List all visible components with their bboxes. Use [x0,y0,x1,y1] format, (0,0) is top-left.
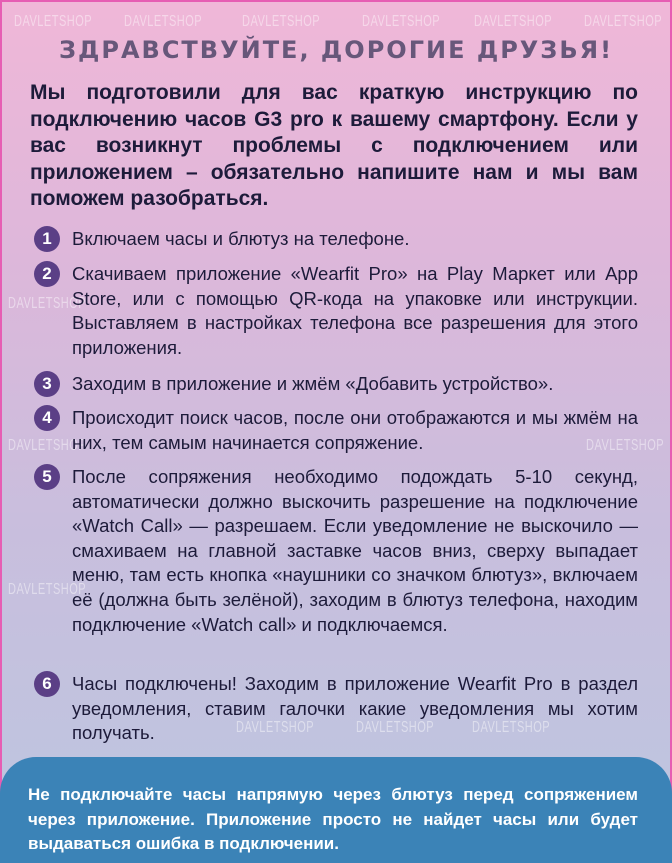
watermark: DAVLETSHOP [474,13,553,31]
intro-text: Мы подготовили для вас краткую инструкцию по подключению часов G3 pro к вашему смартфону. Если у вас возникнут проблемы с подключением или приложением – обязательно напишите нам и мы вам поможем разобраться. [30,81,638,210]
step-text: Происходит поиск часов, после они отображаются и мы жмём на них, тем самым начинается сопряжение. [72,407,638,453]
step-number-badge: 5 [34,464,60,490]
step-text: Включаем часы и блютуз на телефоне. [72,228,410,249]
watermark: DAVLETSHOP [8,437,87,455]
step-text: После сопряжения необходимо подождать 5-10 секунд, автоматически должно выскочить разрешение на подключение «Watch Call» — разрешаем. Если уведомление не выскочило — смахиваем на главной заставке часов вниз, сверху выпадает меню, там есть кнопка «наушники со значком блютуз», включаем её (должна быть зелёной), заходим в блютуз телефона, находим подключение «Watch call» и подключаемся. [72,466,638,635]
step-text: Заходим в приложение и жмём «Добавить устройство». [72,373,554,394]
watermark: DAVLETSHOP [242,13,321,31]
step-text: Часы подключены! Заходим в приложение Wearfit Pro в раздел уведомления, ставим галочки какие уведомления мы хотим получать. [72,673,638,744]
step-text: Скачиваем приложение «Wearfit Pro» на Play Маркет или App Store, или с помощью QR-кода на упаковке или инструкции. Выставляем в настройках телефона все разрешения для этого приложения. [72,263,638,358]
warning-banner [0,757,672,863]
watermark: DAVLETSHOP [362,13,441,31]
watermark: DAVLETSHOP [236,719,315,737]
watermark: DAVLETSHOP [586,437,665,455]
watermark: DAVLETSHOP [8,581,87,599]
watermark: DAVLETSHOP [124,13,203,31]
watermark: DAVLETSHOP [584,13,663,31]
warning-text: Не подключайте часы напрямую через блютуз перед сопряжением через приложение. Приложение просто не найдет часы или будет выдаваться ошибка в подключении. [28,785,638,853]
watermark: DAVLETSHOP [472,719,551,737]
watermark: DAVLETSHOP [356,719,435,737]
watermark: DAVLETSHOP [14,13,93,31]
step-number-badge: 3 [34,371,60,397]
step-number-badge: 6 [34,671,60,697]
step-number-badge: 4 [34,405,60,431]
step-number-badge: 2 [34,261,60,287]
greeting-title: ЗДРАВСТВУЙТЕ, ДОРОГИЕ ДРУЗЬЯ! [58,36,614,64]
watermark: DAVLETSHOP [8,295,87,313]
step-number-badge: 1 [34,226,60,252]
